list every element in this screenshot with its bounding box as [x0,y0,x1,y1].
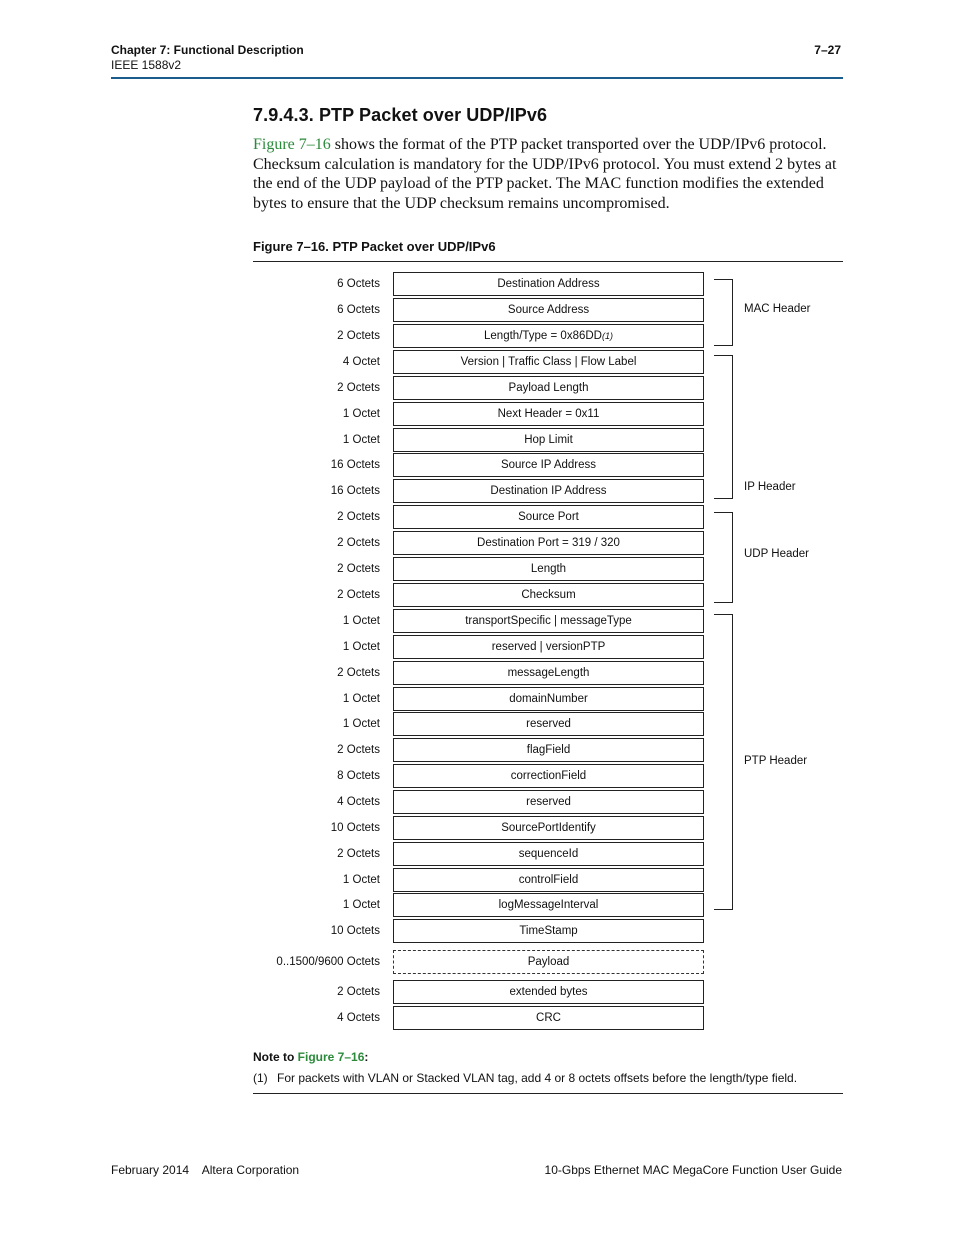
packet-field-label: controlField [518,874,579,886]
figure-link[interactable]: Figure 7–16 [253,136,331,153]
packet-field [393,272,704,296]
packet-field [393,687,704,711]
octet-size-label: 1 Octet [342,693,380,705]
mac-header-bracket [714,279,733,346]
packet-field-label: reserved | versionPTP [491,641,606,653]
packet-field-label: flagField [526,744,571,756]
packet-field [393,790,704,814]
packet-field [393,453,704,477]
octet-size-label: 16 Octets [330,459,380,471]
packet-field [393,402,704,426]
note-item [253,1071,797,1085]
octet-size-label: 1 Octet [342,434,380,446]
packet-field [393,712,704,736]
packet-field [393,428,704,452]
packet-field-label: Checksum [521,589,576,601]
packet-field-label: Length [530,563,567,575]
packet-field-label: Destination Port = 319 / 320 [477,537,620,549]
octet-size-label: 2 Octets [337,744,380,756]
packet-field-label: logMessageInterval [498,899,599,911]
field-footnote-marker: (1) [601,331,613,341]
octet-size-label: 1 Octet [342,641,380,653]
octet-size-label: 6 Octets [337,304,380,316]
section-body-text: shows the format of the PTP packet transported over the UDP/IPv6 protocol. Checksum calculation is mandatory for the UDP/IPv6 protocol. You must extend 2 bytes at the end of the UDP payload of the PTP packet. The MAC function modifies the extended bytes to ensure that the UDP checksum remains uncompromised. [253,136,837,212]
packet-field [393,609,704,633]
octet-size-label: 2 Octets [337,848,380,860]
packet-field [393,764,704,788]
packet-field [393,919,704,943]
octet-size-label: 1 Octet [342,874,380,886]
packet-field-label: Source IP Address [500,459,597,471]
packet-field [393,738,704,762]
packet-field [393,661,704,685]
note-figure-link[interactable]: Figure 7–16 [297,1050,365,1064]
packet-field [393,980,704,1004]
packet-field [393,557,704,581]
octet-size-label: 2 Octets [337,330,380,342]
section-title: 7.9.4.3. PTP Packet over UDP/IPv6 [253,105,548,125]
packet-field-label: reserved [526,796,571,808]
octet-size-label: 2 Octets [337,986,380,998]
octet-size-label: 2 Octets [337,589,380,601]
octet-size-label: 4 Octet [342,356,380,368]
packet-field-label: Version | Traffic Class | Flow Label [460,356,637,368]
note-title-suffix: : [364,1050,369,1064]
packet-field-label: Source Address [507,304,590,316]
packet-field-label: Destination IP Address [490,485,607,497]
packet-field-label: extended bytes [509,986,588,998]
packet-field [393,298,704,322]
udp-header-label: UDP Header [744,548,809,560]
octet-size-label: 2 Octets [337,563,380,575]
octet-size-label: 2 Octets [337,537,380,549]
packet-field [393,842,704,866]
packet-field-label: transportSpecific | messageType [465,615,632,627]
octet-size-label: 1 Octet [342,718,380,730]
octet-size-label: 2 Octets [337,511,380,523]
octet-size-label: 2 Octets [337,382,380,394]
packet-field [393,505,704,529]
octet-size-label: 16 Octets [330,485,380,497]
octet-size-label: 1 Octet [342,408,380,420]
note-item-number: (1) [253,1071,268,1085]
packet-field-label: domainNumber [509,693,588,705]
packet-field-label: Next Header = 0x11 [497,408,600,420]
footer-left: February 2014 Altera Corporation [111,1163,300,1177]
ip-header-bracket [714,355,733,499]
packet-field-label: Payload Length [508,382,589,394]
ptp-header-label: PTP Header [744,755,808,767]
octet-size-label: 0..1500/9600 Octets [276,956,380,968]
packet-field-label: CRC [536,1012,561,1024]
packet-field [393,893,704,917]
chapter-title: Chapter 7: Functional Description [111,43,304,57]
packet-field [393,950,704,974]
octet-size-label: 6 Octets [337,278,380,290]
packet-field-label: correctionField [510,770,587,782]
packet-field [393,376,704,400]
octet-size-label: 1 Octet [342,899,380,911]
packet-field [393,816,704,840]
packet-field-label: sequenceId [518,848,579,860]
packet-field [393,583,704,607]
packet-field-label: Source Port [518,511,579,523]
packet-field-label: reserved [526,718,571,730]
octet-size-label: 10 Octets [330,822,380,834]
page-number: 7–27 [814,43,841,57]
subsection-title: IEEE 1588v2 [111,58,182,72]
packet-field [393,635,704,659]
packet-field [393,479,704,503]
packet-field [393,531,704,555]
packet-field-label: Payload [527,956,570,968]
note-rule [253,1093,843,1094]
packet-field [393,350,704,374]
note-title [253,1050,368,1064]
packet-field [393,324,704,348]
packet-field-label: SourcePortIdentify [501,822,596,834]
octet-size-label: 10 Octets [330,925,380,937]
packet-field-label: Hop Limit [524,434,573,446]
udp-header-bracket [714,512,733,603]
packet-field [393,1006,704,1030]
packet-field-label: TimeStamp [519,925,578,937]
figure-title: Figure 7–16. PTP Packet over UDP/IPv6 [253,239,496,254]
octet-size-label: 8 Octets [337,770,380,782]
packet-field-label: Length/Type = 0x86DD [484,330,602,342]
packet-field-label: Destination Address [497,278,600,290]
octet-size-label: 2 Octets [337,667,380,679]
ip-header-label: IP Header [744,481,796,493]
octet-size-label: 4 Octets [337,796,380,808]
packet-field-label: messageLength [507,667,590,679]
octet-size-label: 1 Octet [342,615,380,627]
mac-header-label: MAC Header [744,303,811,315]
note-item-text: For packets with VLAN or Stacked VLAN tag, add 4 or 8 octets offsets before the length/type field. [277,1071,798,1085]
ptp-header-bracket [714,614,733,910]
note-title-prefix: Note to [253,1050,298,1064]
packet-field [393,868,704,892]
footer-right: 10-Gbps Ethernet MAC MegaCore Function User Guide [544,1163,842,1177]
octet-size-label: 4 Octets [337,1012,380,1024]
